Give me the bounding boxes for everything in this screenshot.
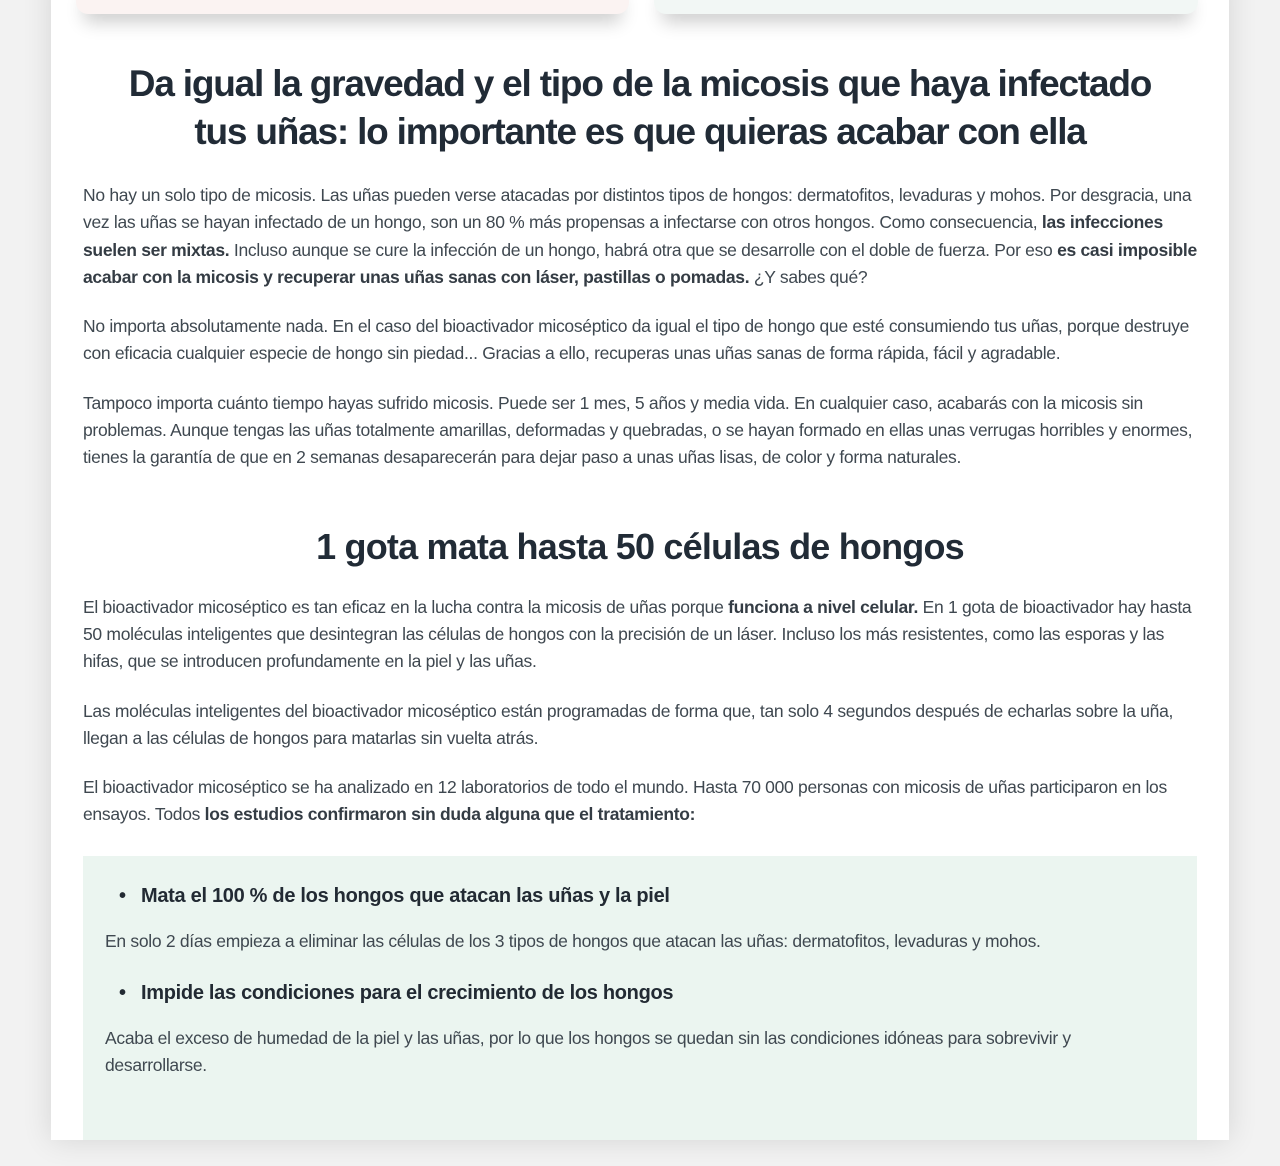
main-heading [83, 60, 1197, 156]
section-heading: 1 gota mata hasta 50 células de hongos [316, 525, 964, 567]
benefit-title-1 [105, 882, 1173, 910]
bullet-icon: • [119, 982, 126, 1005]
benefit-title-2-text: Impide las condiciones para el crecimiento de los hongos [141, 982, 674, 1005]
top-cards-row [76, 0, 1198, 14]
bullet-icon: • [119, 884, 126, 907]
paragraph-section-3: El bioactivador micoséptico se ha analizado en 12 laboratorios de todo el mundo. Hasta 70 000 personas con micosis de uñas participaron en los ensayos. Todos los estudios confirmaron sin duda alguna que el tratamiento: [83, 777, 1167, 825]
main-heading-line-1: Da igual la gravedad y el tipo de la micosis que haya infectado [128, 63, 1152, 104]
benefits-box [83, 856, 1197, 1140]
benefit-title-2 [105, 979, 1173, 1007]
pink-card-bottom [76, 0, 629, 14]
article-page [51, 0, 1229, 1140]
paragraph-intro-1: No hay un solo tipo de micosis. Las uñas pueden verse atacadas por distintos tipos de hongos: dermatofitos, levaduras y mohos. Por desgracia, una vez las uñas se hayan infectado de un hongo, son un 80 % más propensas a infectarse con otros hongos. Como consecuencia, las infecciones suelen ser mixtas. Incluso aunque se cure la infección de un hongo, habrá otra que se desarrolle con el doble de fuerza. Por eso es casi imposible acabar con la micosis y recuperar unas uñas sanas con láser, pastillas o pomadas. ¿Y sabes qué? [83, 185, 1197, 287]
paragraph-intro-2: No importa absolutamente nada. En el caso del bioactivador micoséptico da igual el tipo de hongo que esté consumiendo tus uñas, porque destruye con eficacia cualquier especie de hongo sin piedad... Gracias a ello, recuperas unas uñas sanas de forma rápida, fácil y agradable. [83, 316, 1190, 364]
benefit-desc-2: Acaba el exceso de humedad de la piel y las uñas, por lo que los hongos se quedan sin las condiciones idóneas para sobrevivir y desarrollarse. [105, 1028, 1071, 1076]
paragraph-section-1: El bioactivador micoséptico es tan eficaz en la lucha contra la micosis de uñas porque funciona a nivel celular. En 1 gota de bioactivador hay hasta 50 moléculas inteligentes que desintegran las células de hongos con la precisión de un láser. Incluso los más resistentes, como las esporas y las hifas, que se introducen profundamente en la piel y las uñas. [83, 596, 1192, 672]
benefit-title-1-text: Mata el 100 % de los hongos que atacan las uñas y la piel [141, 884, 670, 907]
paragraph-intro-3: Tampoco importa cuánto tiempo hayas sufrido micosis. Puede ser 1 mes, 5 años y media vida. En cualquier caso, acabarás con la micosis sin problemas. Aunque tengas las uñas totalmente amarillas, deformadas y quebradas, o se hayan formado en ellas unas verrugas horribles y enormes, tienes la garantía de que en 2 semanas desaparecerán para dejar paso a unas uñas lisas, de color y forma naturales. [83, 392, 1193, 468]
benefit-desc-1: En solo 2 días empieza a eliminar las células de los 3 tipos de hongos que atacan las uñas: dermatofitos, levaduras y mohos. [105, 930, 1041, 951]
main-heading-line-2: tus uñas: lo importante es que quieras acabar con ella [194, 111, 1086, 152]
teal-card-bottom [654, 0, 1198, 14]
paragraph-section-2: Las moléculas inteligentes del bioactivador micoséptico están programadas de forma que, tan solo 4 segundos después de echarlas sobre la uña, llegan a las células de hongos para matarlas sin vuelta atrás. [83, 700, 1174, 748]
